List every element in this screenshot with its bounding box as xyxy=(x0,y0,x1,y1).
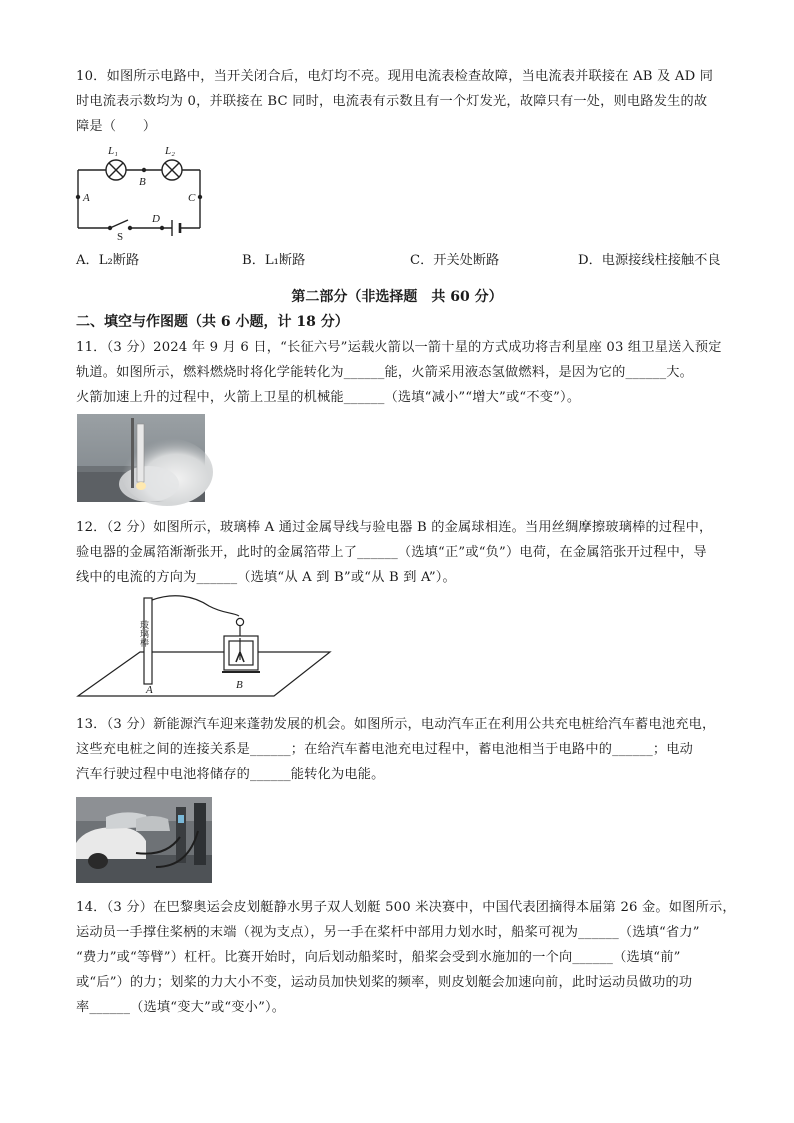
q10-line-3: 障是（ ） xyxy=(76,119,157,134)
question-14-text xyxy=(76,895,736,1020)
label-s: S xyxy=(117,231,124,243)
question-10-text xyxy=(76,64,726,139)
q10-option-a[interactable]: A．L₂断路 xyxy=(76,253,140,268)
table-surface xyxy=(78,652,330,696)
q12-line-1: 12．（2 分）如图所示，玻璃棒 A 通过金属导线与验电器 B 的金属球相连。当用丝绸摩擦玻璃棒的过程中， xyxy=(76,520,713,535)
q11-line-1: 11．（3 分）2024 年 9 月 6 日，“长征六号”运载火箭以一箭十星的方式成功将吉利星座 03 组卫星送入预定 xyxy=(76,340,722,355)
question-11-text xyxy=(76,335,726,410)
q14-line-3: “费力”或“等臂”）杠杆。比赛开始时，向后划动船桨时，船桨会受到水施加的一个向______（选填“前” xyxy=(76,950,681,965)
battery-icon xyxy=(172,220,180,236)
question-12-text xyxy=(76,515,726,590)
q10-option-b[interactable]: B．L₁断路 xyxy=(242,253,306,268)
q10-line-1: 10．如图所示电路中，当开关闭合后，电灯均不亮。现用电流表检查故障，当电流表并联接在 AB 及 AD 同 xyxy=(76,69,714,84)
label-a: A xyxy=(146,684,153,696)
lamp-l1-icon xyxy=(106,160,126,180)
q14-line-4: 或“后”）的力；划桨的力大小不变，运动员加快划桨的频率，则皮划艇会加速向前，此时运动员做功的功 xyxy=(76,975,693,990)
q10-option-d[interactable]: D．电源接线柱接触不良 xyxy=(578,253,721,268)
label-d: D xyxy=(152,213,160,225)
node-d xyxy=(160,226,164,230)
label-b: B xyxy=(139,176,146,188)
q11-line-3: 火箭加速上升的过程中，火箭上卫星的机械能______（选填“减小”“增大”或“不变”）。 xyxy=(76,390,581,405)
part-two-heading: 第二部分（非选择题 共 60 分） xyxy=(291,289,503,305)
q10-option-c[interactable]: C．开关处断路 xyxy=(410,253,500,268)
ev-charging-photo xyxy=(76,797,212,883)
node-c xyxy=(198,195,202,199)
rocket-icon xyxy=(137,424,144,482)
q14-line-1: 14．（3 分）在巴黎奥运会皮划艇静水男子双人划艇 500 米决赛中，中国代表团摘得本届第 26 金。如图所示， xyxy=(76,900,736,915)
label-c: C xyxy=(188,192,196,204)
launch-tower xyxy=(131,418,134,488)
label-a: A xyxy=(83,192,90,204)
rocket-launch-photo xyxy=(77,414,205,502)
q12-line-2: 验电器的金属箔渐渐张开，此时的金属箔带上了______（选填“正”或“负”）电荷，在金属箔张开过程中，导 xyxy=(76,545,707,560)
label-b: B xyxy=(236,679,243,691)
lamp-l2-icon xyxy=(162,160,182,180)
circuit-diagram xyxy=(70,140,210,243)
switch-pivot xyxy=(108,226,112,230)
glass-rod-label: 玻璃棒 xyxy=(138,620,148,647)
switch-contact xyxy=(128,226,132,230)
metal-wire xyxy=(152,596,239,616)
q13-line-2: 这些充电桩之间的连接关系是______；在给汽车蓄电池充电过程中，蓄电池相当于电路中的______；电动 xyxy=(76,742,694,757)
q11-line-2: 轨道。如图所示，燃料燃烧时将化学能转化为______能，火箭采用液态氢做燃料，是因为它的______大。 xyxy=(76,365,694,380)
node-a xyxy=(76,195,80,199)
node-b xyxy=(142,168,146,172)
electroscope-diagram xyxy=(74,592,334,702)
label-l1: L₁ xyxy=(108,145,118,157)
q12-line-3: 线中的电流的方向为______（选填“从 A 到 B”或“从 B 到 A”）。 xyxy=(76,570,456,585)
section-two-heading: 二、填空与作图题（共 6 小题，计 18 分） xyxy=(76,314,349,330)
metal-ball xyxy=(236,618,243,625)
q13-line-3: 汽车行驶过程中电池将储存的______能转化为电能。 xyxy=(76,767,385,782)
q14-line-2: 运动员一手撑住桨柄的末端（视为支点），另一手在桨杆中部用力划水时，船桨可视为______（选填“省力” xyxy=(76,925,700,940)
q13-line-1: 13．（3 分）新能源汽车迎来蓬勃发展的机会。如图所示，电动汽车正在利用公共充电桩给汽车蓄电池充电， xyxy=(76,717,716,732)
label-l2: L₂ xyxy=(165,145,175,157)
question-13-text xyxy=(76,712,726,787)
q14-line-5: 率______（选填“变大”或“变小”）。 xyxy=(76,1000,286,1015)
q10-line-2: 时电流表示数均为 0，并联接在 BC 同时，电流表有示数且有一个灯发光，故障只有一处，则电路发生的故 xyxy=(76,94,708,109)
